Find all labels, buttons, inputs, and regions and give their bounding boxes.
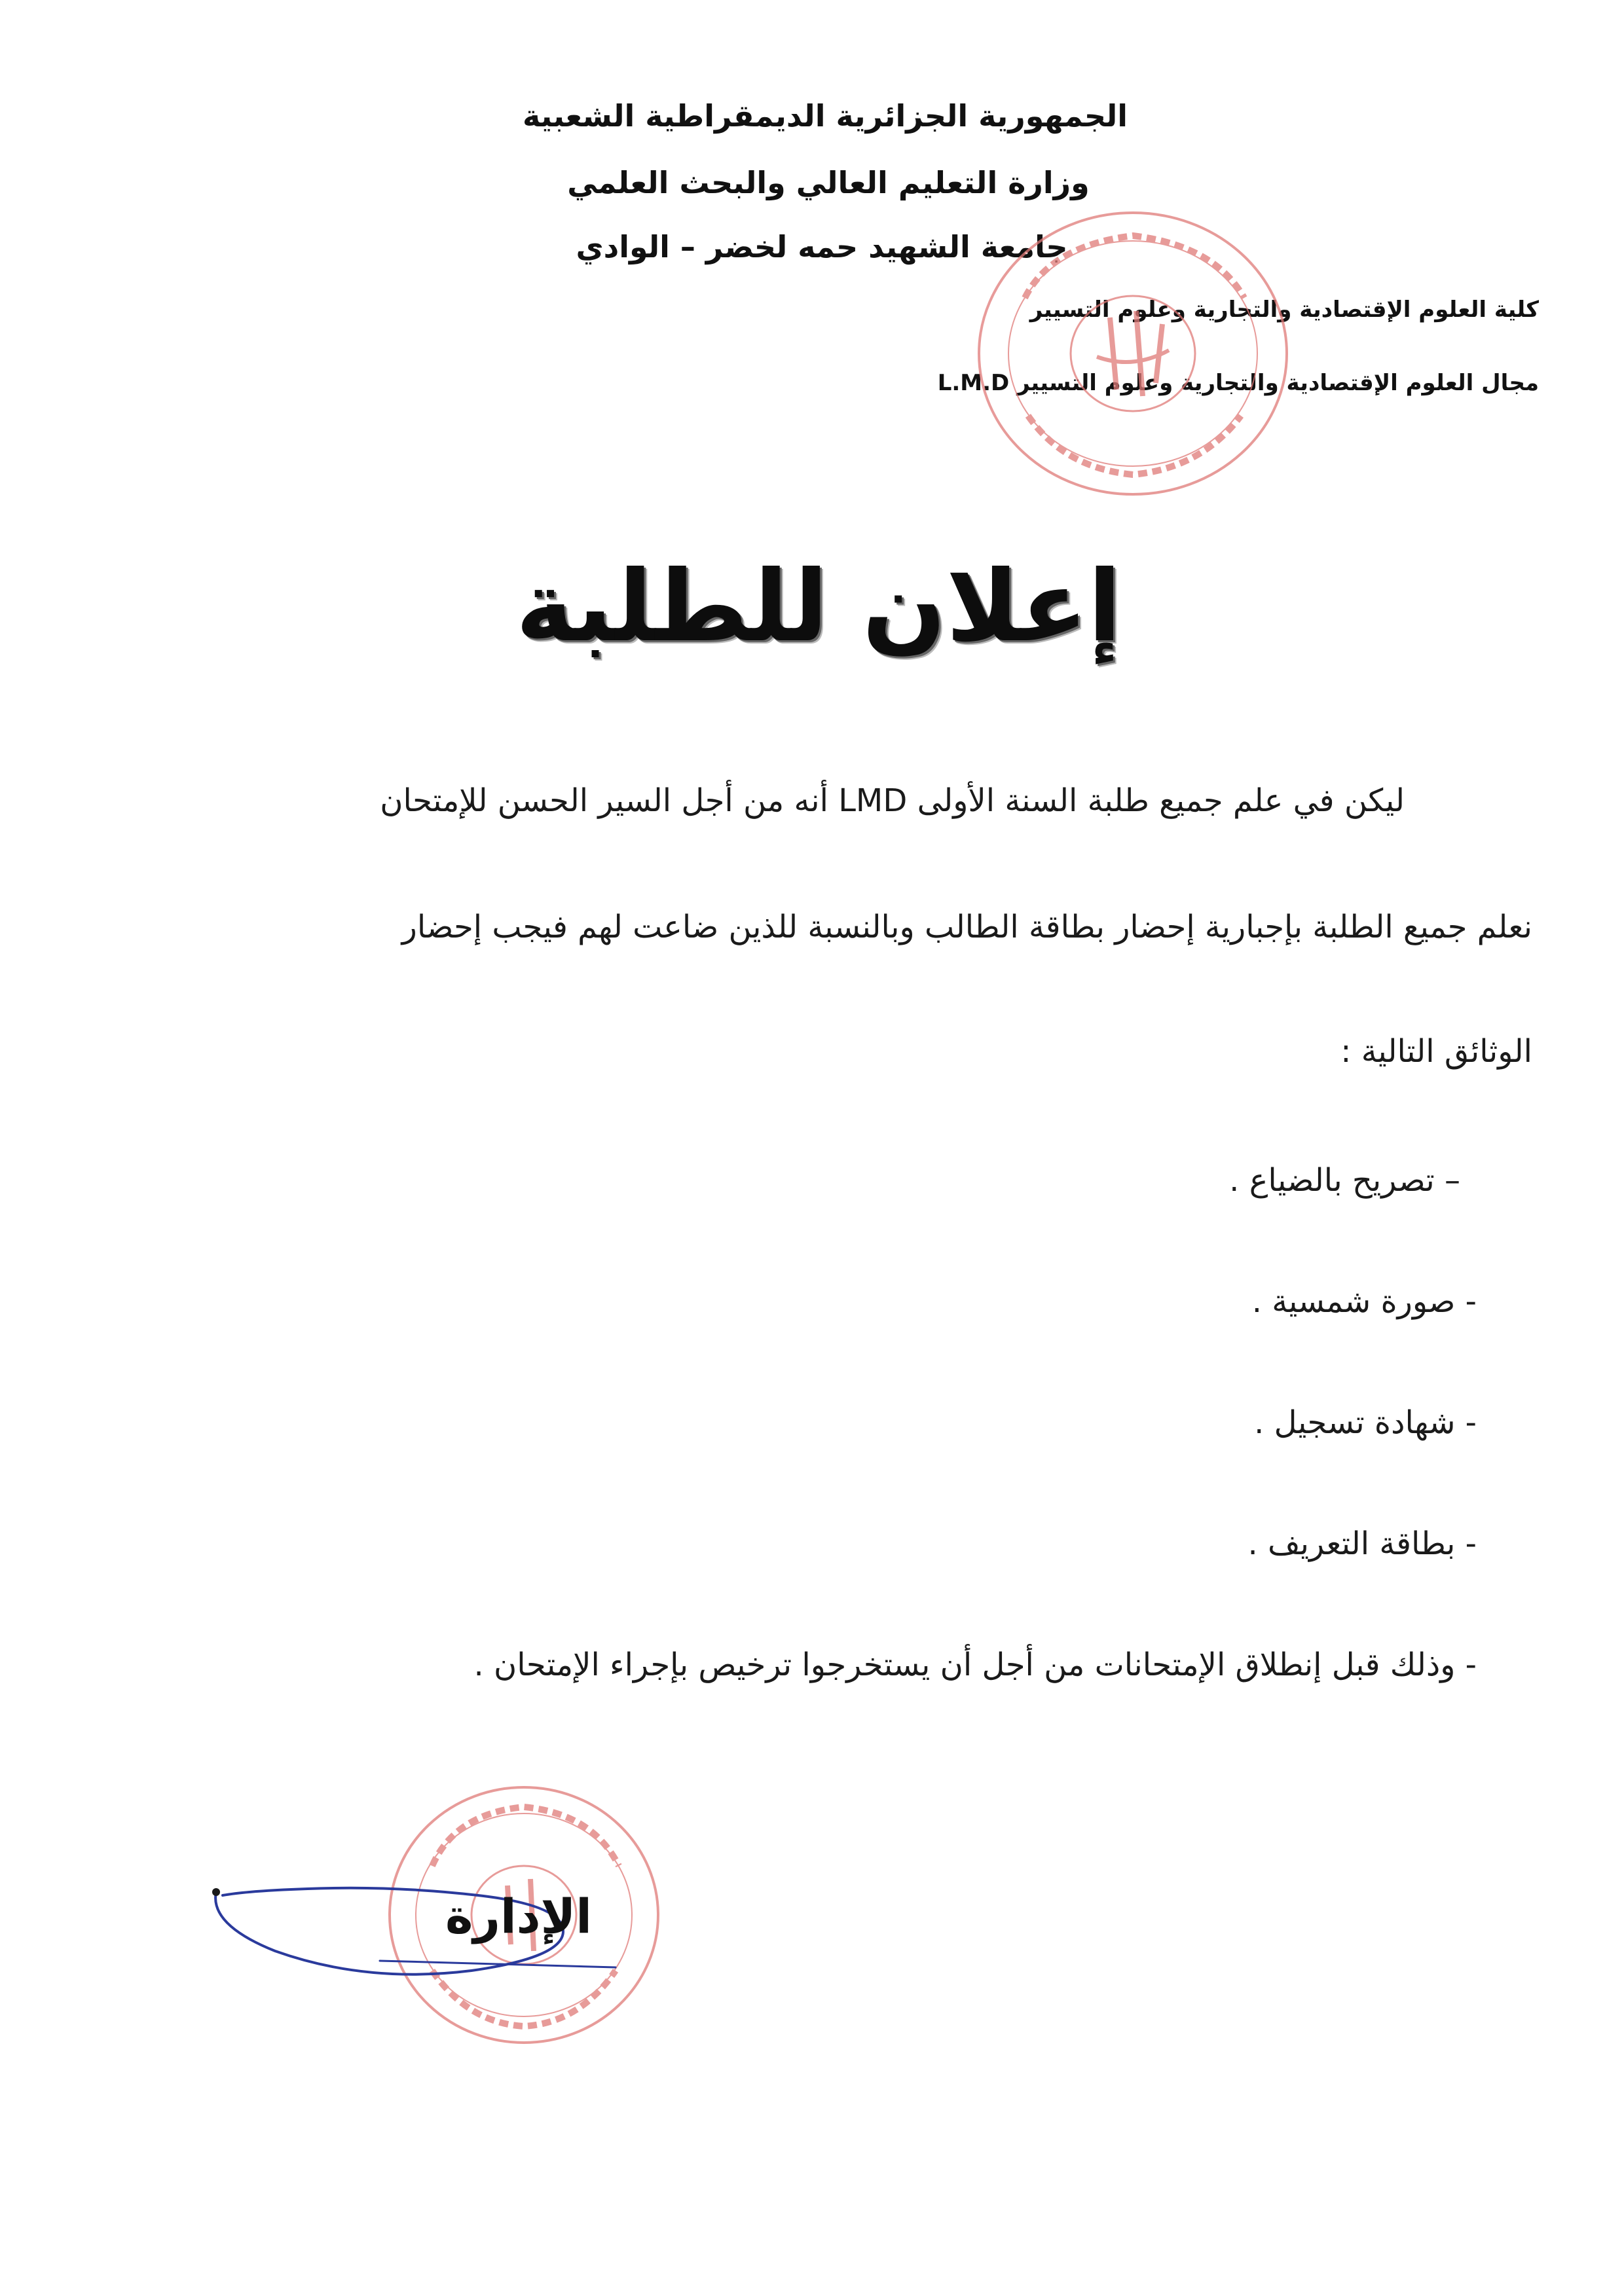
body-line-1: ليكن في علم جميع طلبة السنة الأولى LMD أنه من أجل السير الحسن للإمتحان xyxy=(380,782,1405,819)
list-item: - بطاقة التعريف . xyxy=(1247,1525,1477,1562)
list-item: - وذلك قبل إنطلاق الإمتحانات من أجل أن يستخرجوا ترخيص بإجراء الإمتحان . xyxy=(473,1647,1477,1683)
list-item: – تصريح بالضياع . xyxy=(1229,1162,1460,1199)
header-ministry: وزارة التعليم العالي والبحث العلمي xyxy=(567,165,1090,200)
header-domain: مجال العلوم الإقتصادية والتجارية وعلوم التسيير L.M.D xyxy=(937,370,1539,396)
official-stamp-icon xyxy=(966,200,1300,507)
page-title: إعلان للطلبة xyxy=(515,550,1122,664)
header-faculty: كلية العلوم الإقتصادية والتجارية وعلوم التسيير xyxy=(1029,297,1539,323)
list-item: - شهادة تسجيل . xyxy=(1254,1404,1477,1441)
header-university: جامعة الشهيد حمه لخضر – الوادي xyxy=(576,229,1068,264)
signature-label: الإدارة xyxy=(445,1889,592,1944)
body-line-2: نعلم جميع الطلبة بإجبارية إحضار بطاقة الطالب وبالنسبة للذين ضاعت لهم فيجب إحضار xyxy=(401,909,1532,945)
body-line-3: الوثائق التالية : xyxy=(1340,1033,1532,1070)
header-republic: الجمهورية الجزائرية الديمقراطية الشعبية xyxy=(522,98,1128,134)
list-item: - صورة شمسية . xyxy=(1251,1283,1477,1320)
